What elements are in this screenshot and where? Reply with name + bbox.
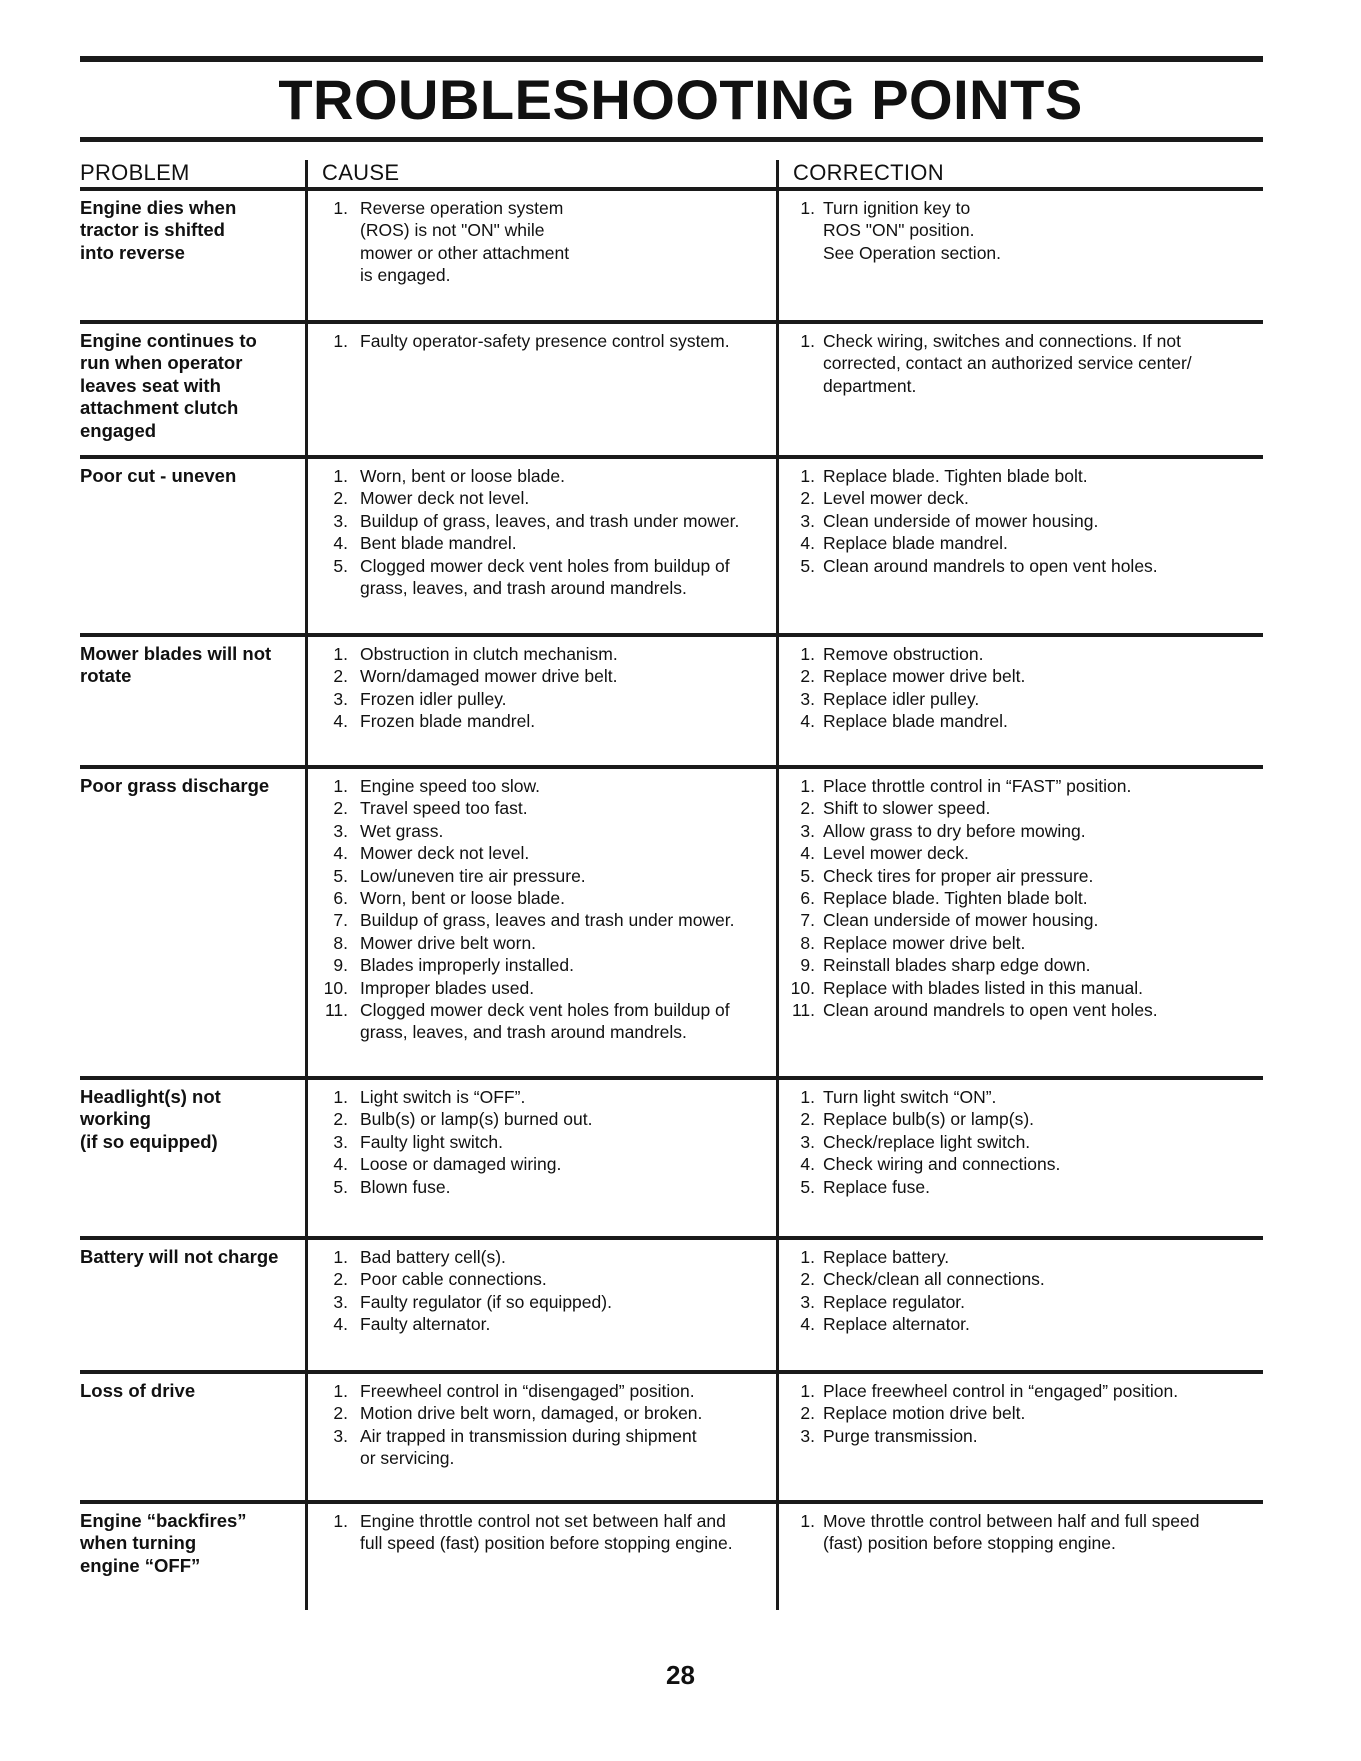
- item-number: 1.: [800, 1511, 815, 1531]
- problem-text: Engine dies when tractor is shifted into reverse: [80, 197, 237, 263]
- cause-text: Worn, bent or loose blade.: [360, 466, 565, 486]
- item-number: 5.: [800, 1176, 815, 1197]
- problem-text: Engine “backfires” when turning engine “OFF”: [80, 1510, 247, 1576]
- cause-item: [318, 330, 853, 352]
- row-separator: [80, 765, 1263, 769]
- item-number: 2.: [333, 798, 348, 819]
- cause-text: Obstruction in clutch mechanism.: [360, 644, 618, 664]
- correction-text: Turn ignition key to ROS "ON" position. See Operation section.: [823, 198, 1002, 263]
- correction-text: Place throttle control in “FAST” position.: [823, 776, 1132, 796]
- item-number: 1.: [800, 466, 815, 486]
- correction-text: Check wiring and connections.: [823, 1154, 1061, 1175]
- correction-item: [785, 1402, 1263, 1424]
- correction-item: [785, 1108, 1263, 1130]
- correction-item: [785, 797, 1263, 819]
- cause-item: [318, 1425, 853, 1470]
- item-number: 1.: [333, 198, 348, 218]
- cause-item: [318, 1402, 853, 1424]
- cause-item: [318, 1510, 853, 1555]
- cause-text: Faulty operator-safety presence control system.: [360, 331, 730, 351]
- cause-text: Engine throttle control not set between half and full speed (fast) position before stopping engine.: [360, 1511, 733, 1554]
- item-number: 7.: [333, 910, 348, 931]
- correction-item: [785, 1246, 1263, 1268]
- row-separator: [80, 1500, 1263, 1504]
- cause-item: [318, 688, 853, 710]
- correction-text: Reinstall blades sharp edge down.: [823, 955, 1091, 976]
- item-number: 3.: [333, 1291, 348, 1312]
- correction-text: Level mower deck.: [823, 488, 969, 509]
- cause-item: [318, 1108, 853, 1130]
- item-number: 6.: [800, 888, 815, 909]
- cause-text: Light switch is “OFF”.: [360, 1087, 526, 1107]
- cause-item: [318, 865, 853, 887]
- cause-item: [318, 1131, 853, 1153]
- correction-text: Level mower deck.: [823, 843, 969, 864]
- correction-text: Replace blade mandrel.: [823, 533, 1008, 554]
- correction-list: [785, 197, 1263, 264]
- row-separator: [80, 633, 1263, 637]
- column-header-correction: CORRECTION: [793, 160, 944, 185]
- problem-text: Poor grass discharge: [80, 775, 270, 796]
- correction-text: Replace bulb(s) or lamp(s).: [823, 1109, 1035, 1130]
- item-number: 2.: [333, 488, 348, 509]
- item-number: 2.: [333, 1403, 348, 1424]
- column-divider: [305, 160, 308, 1610]
- item-number: 10.: [323, 977, 348, 998]
- correction-text: Replace mower drive belt.: [823, 932, 1026, 953]
- item-number: 1.: [800, 1381, 815, 1401]
- item-number: 5.: [800, 555, 815, 576]
- correction-text: Purge transmission.: [823, 1425, 978, 1446]
- item-number: 5.: [333, 555, 348, 576]
- item-number: 4.: [333, 711, 348, 732]
- correction-text: Check/clean all connections.: [823, 1269, 1045, 1290]
- cause-text: Clogged mower deck vent holes from buildup of grass, leaves, and trash around mandrels.: [360, 1000, 730, 1043]
- item-number: 2.: [800, 488, 815, 509]
- cause-item: [318, 643, 853, 665]
- item-number: 3.: [800, 688, 815, 709]
- item-number: 10.: [790, 977, 815, 998]
- correction-text: Clean around mandrels to open vent holes.: [823, 555, 1158, 576]
- item-number: 3.: [333, 688, 348, 709]
- cause-item: [318, 532, 853, 554]
- item-number: 1.: [333, 776, 348, 796]
- cause-list: [318, 465, 853, 599]
- problem-text: Engine continues to run when operator leaves seat with attachment clutch engaged: [80, 330, 257, 441]
- cause-item: [318, 887, 853, 909]
- cause-item: [318, 932, 853, 954]
- correction-item: [785, 1380, 1263, 1402]
- item-number: 2.: [800, 1109, 815, 1130]
- cause-item: [318, 842, 853, 864]
- cause-text: Mower deck not level.: [360, 488, 530, 509]
- problem-text: Loss of drive: [80, 1380, 196, 1401]
- correction-item: [785, 775, 1263, 797]
- correction-item: [785, 555, 1263, 577]
- item-number: 7.: [800, 910, 815, 931]
- cause-list: [318, 1510, 853, 1555]
- correction-item: [785, 510, 1263, 532]
- cause-text: Blades improperly installed.: [360, 955, 574, 976]
- cause-text: Bent blade mandrel.: [360, 533, 517, 554]
- cause-item: [318, 710, 853, 732]
- row-separator: [80, 455, 1263, 459]
- correction-list: [785, 1086, 1263, 1198]
- correction-text: Replace motion drive belt.: [823, 1403, 1026, 1424]
- item-number: 3.: [800, 1425, 815, 1446]
- cause-text: Blown fuse.: [360, 1176, 451, 1197]
- cause-text: Clogged mower deck vent holes from buildup of grass, leaves, and trash around mandrels.: [360, 555, 730, 599]
- correction-list: [785, 1246, 1263, 1336]
- cause-item: [318, 1086, 853, 1108]
- cause-text: Frozen idler pulley.: [360, 688, 507, 709]
- correction-item: [785, 465, 1263, 487]
- item-number: 3.: [800, 1291, 815, 1312]
- cause-text: Buildup of grass, leaves and trash under mower.: [360, 910, 735, 931]
- item-number: 4.: [800, 533, 815, 554]
- cause-item: [318, 999, 853, 1044]
- item-number: 4.: [800, 711, 815, 732]
- cause-list: [318, 197, 853, 287]
- cause-text: Frozen blade mandrel.: [360, 711, 536, 732]
- correction-text: Turn light switch “ON”.: [823, 1087, 997, 1107]
- cause-text: Mower drive belt worn.: [360, 932, 537, 953]
- item-number: 3.: [800, 820, 815, 841]
- correction-text: Clean around mandrels to open vent holes.: [823, 1000, 1158, 1021]
- cause-item: [318, 1153, 853, 1175]
- correction-item: [785, 643, 1263, 665]
- cause-item: [318, 487, 853, 509]
- item-number: 11.: [791, 1000, 815, 1021]
- row-separator: [80, 1076, 1263, 1080]
- column-header-cause: CAUSE: [322, 160, 400, 185]
- cause-item: [318, 820, 853, 842]
- item-number: 4.: [333, 1314, 348, 1335]
- item-number: 1.: [333, 1087, 348, 1107]
- cause-text: Freewheel control in “disengaged” position.: [360, 1381, 695, 1401]
- item-number: 1.: [333, 331, 348, 351]
- cause-text: Mower deck not level.: [360, 843, 530, 864]
- correction-text: Clean underside of mower housing.: [823, 910, 1099, 931]
- cause-item: [318, 1291, 853, 1313]
- cause-item: [318, 1313, 853, 1335]
- cause-item: [318, 1246, 853, 1268]
- cause-text: Engine speed too slow.: [360, 776, 540, 796]
- correction-item: [785, 909, 1263, 931]
- correction-list: [785, 1510, 1263, 1555]
- cause-item: [318, 977, 853, 999]
- correction-text: Replace battery.: [823, 1247, 950, 1267]
- item-number: 11.: [324, 1000, 348, 1021]
- correction-item: [785, 820, 1263, 842]
- correction-text: Replace blade mandrel.: [823, 711, 1008, 732]
- correction-item: [785, 1268, 1263, 1290]
- cause-item: [318, 197, 853, 287]
- cause-text: Buildup of grass, leaves, and trash under mower.: [360, 510, 740, 531]
- correction-item: [785, 954, 1263, 976]
- item-number: 9.: [800, 955, 815, 976]
- cause-item: [318, 797, 853, 819]
- cause-text: Bad battery cell(s).: [360, 1247, 506, 1267]
- item-number: 4.: [333, 533, 348, 554]
- item-number: 4.: [800, 1314, 815, 1335]
- item-number: 2.: [800, 666, 815, 687]
- correction-list: [785, 465, 1263, 577]
- item-number: 1.: [333, 644, 348, 664]
- correction-item: [785, 999, 1263, 1021]
- cause-item: [318, 1176, 853, 1198]
- item-number: 1.: [333, 466, 348, 486]
- cause-text: Faulty alternator.: [360, 1314, 491, 1335]
- item-number: 5.: [333, 1176, 348, 1197]
- column-header-problem: PROBLEM: [80, 160, 190, 185]
- correction-item: [785, 1153, 1263, 1175]
- correction-text: Replace blade. Tighten blade bolt.: [823, 888, 1088, 909]
- cause-list: [318, 643, 853, 733]
- cause-text: Bulb(s) or lamp(s) burned out.: [360, 1109, 593, 1130]
- cause-text: Poor cable connections.: [360, 1269, 547, 1290]
- correction-text: Replace mower drive belt.: [823, 666, 1026, 687]
- problem-text: Headlight(s) not working (if so equipped): [80, 1086, 221, 1152]
- cause-text: Travel speed too fast.: [360, 798, 528, 819]
- correction-text: Replace fuse.: [823, 1176, 931, 1197]
- item-number: 8.: [333, 932, 348, 953]
- correction-list: [785, 775, 1263, 1021]
- cause-list: [318, 330, 853, 352]
- cause-list: [318, 775, 853, 1044]
- page-title: TROUBLESHOOTING POINTS: [278, 68, 1083, 131]
- cause-item: [318, 510, 853, 532]
- cause-text: Worn, bent or loose blade.: [360, 888, 565, 909]
- item-number: 3.: [333, 1131, 348, 1152]
- cause-item: [318, 954, 853, 976]
- item-number: 3.: [333, 510, 348, 531]
- item-number: 1.: [333, 1511, 348, 1531]
- item-number: 1.: [333, 1247, 348, 1267]
- item-number: 4.: [333, 1154, 348, 1175]
- correction-item: [785, 887, 1263, 909]
- correction-text: Place freewheel control in “engaged” position.: [823, 1381, 1179, 1401]
- correction-text: Replace with blades listed in this manual.: [823, 977, 1144, 998]
- cause-item: [318, 665, 853, 687]
- cause-text: Wet grass.: [360, 820, 444, 841]
- cause-text: Worn/damaged mower drive belt.: [360, 666, 618, 687]
- correction-item: [785, 688, 1263, 710]
- item-number: 1.: [800, 776, 815, 796]
- cause-list: [318, 1380, 853, 1470]
- item-number: 1.: [800, 198, 815, 218]
- correction-text: Replace regulator.: [823, 1291, 966, 1312]
- item-number: 5.: [800, 865, 815, 886]
- correction-item: [785, 197, 1263, 264]
- correction-list: [785, 643, 1263, 733]
- problem-text: Mower blades will not rotate: [80, 643, 272, 687]
- correction-item: [785, 1131, 1263, 1153]
- correction-item: [785, 1176, 1263, 1198]
- cause-list: [318, 1246, 853, 1336]
- correction-list: [785, 1380, 1263, 1447]
- cause-list: [318, 1086, 853, 1198]
- item-number: 2.: [800, 1269, 815, 1290]
- correction-item: [785, 977, 1263, 999]
- row-separator: [80, 1370, 1263, 1374]
- item-number: 4.: [800, 1154, 815, 1175]
- item-number: 2.: [800, 1403, 815, 1424]
- correction-item: [785, 1510, 1263, 1555]
- correction-item: [785, 665, 1263, 687]
- correction-text: Allow grass to dry before mowing.: [823, 820, 1086, 841]
- item-number: 1.: [800, 1247, 815, 1267]
- item-number: 8.: [800, 932, 815, 953]
- row-separator: [80, 1236, 1263, 1240]
- cause-text: Reverse operation system (ROS) is not "ON" while mower or other attachment is engaged.: [360, 198, 570, 286]
- cause-item: [318, 909, 853, 931]
- cause-text: Low/uneven tire air pressure.: [360, 865, 586, 886]
- item-number: 2.: [333, 1269, 348, 1290]
- cause-item: [318, 465, 853, 487]
- cause-text: Air trapped in transmission during shipment or servicing.: [360, 1425, 697, 1469]
- correction-item: [785, 487, 1263, 509]
- cause-text: Faulty regulator (if so equipped).: [360, 1291, 612, 1312]
- cause-text: Improper blades used.: [360, 977, 535, 998]
- correction-text: Replace idler pulley.: [823, 688, 980, 709]
- cause-text: Motion drive belt worn, damaged, or broken.: [360, 1403, 703, 1424]
- correction-item: [785, 865, 1263, 887]
- correction-list: [785, 330, 1263, 397]
- correction-text: Replace blade. Tighten blade bolt.: [823, 466, 1088, 486]
- item-number: 3.: [800, 1131, 815, 1152]
- item-number: 4.: [800, 843, 815, 864]
- correction-text: Replace alternator.: [823, 1314, 970, 1335]
- correction-text: Check tires for proper air pressure.: [823, 865, 1094, 886]
- cause-text: Faulty light switch.: [360, 1131, 503, 1152]
- correction-text: Move throttle control between half and full speed (fast) position before stopping engine.: [823, 1511, 1200, 1554]
- correction-text: Clean underside of mower housing.: [823, 510, 1099, 531]
- problem-text: Battery will not charge: [80, 1246, 279, 1267]
- top-rule: [80, 56, 1263, 62]
- item-number: 1.: [800, 1087, 815, 1107]
- correction-text: Check wiring, switches and connections. If not corrected, contact an authorized service center/ department.: [823, 331, 1192, 396]
- title-rule: [80, 137, 1263, 142]
- item-number: 2.: [800, 798, 815, 819]
- cause-text: Loose or damaged wiring.: [360, 1154, 562, 1175]
- item-number: 3.: [333, 1425, 348, 1446]
- item-number: 9.: [333, 955, 348, 976]
- row-separator: [80, 320, 1263, 324]
- item-number: 1.: [800, 331, 815, 351]
- correction-item: [785, 932, 1263, 954]
- problem-text: Poor cut - uneven: [80, 465, 237, 486]
- cause-item: [318, 555, 853, 600]
- correction-item: [785, 330, 1263, 397]
- item-number: 5.: [333, 865, 348, 886]
- item-number: 1.: [800, 644, 815, 664]
- item-number: 4.: [333, 843, 348, 864]
- item-number: 2.: [333, 666, 348, 687]
- correction-item: [785, 532, 1263, 554]
- correction-item: [785, 1425, 1263, 1447]
- correction-text: Check/replace light switch.: [823, 1131, 1031, 1152]
- correction-item: [785, 842, 1263, 864]
- correction-item: [785, 710, 1263, 732]
- row-separator: [80, 187, 1263, 191]
- cause-item: [318, 775, 853, 797]
- correction-text: Remove obstruction.: [823, 644, 984, 664]
- item-number: 6.: [333, 888, 348, 909]
- cause-item: [318, 1380, 853, 1402]
- correction-text: Shift to slower speed.: [823, 798, 991, 819]
- item-number: 3.: [333, 820, 348, 841]
- item-number: 2.: [333, 1109, 348, 1130]
- correction-item: [785, 1086, 1263, 1108]
- page-number: 28: [666, 1660, 695, 1690]
- cause-item: [318, 1268, 853, 1290]
- correction-item: [785, 1313, 1263, 1335]
- correction-item: [785, 1291, 1263, 1313]
- item-number: 1.: [333, 1381, 348, 1401]
- item-number: 3.: [800, 510, 815, 531]
